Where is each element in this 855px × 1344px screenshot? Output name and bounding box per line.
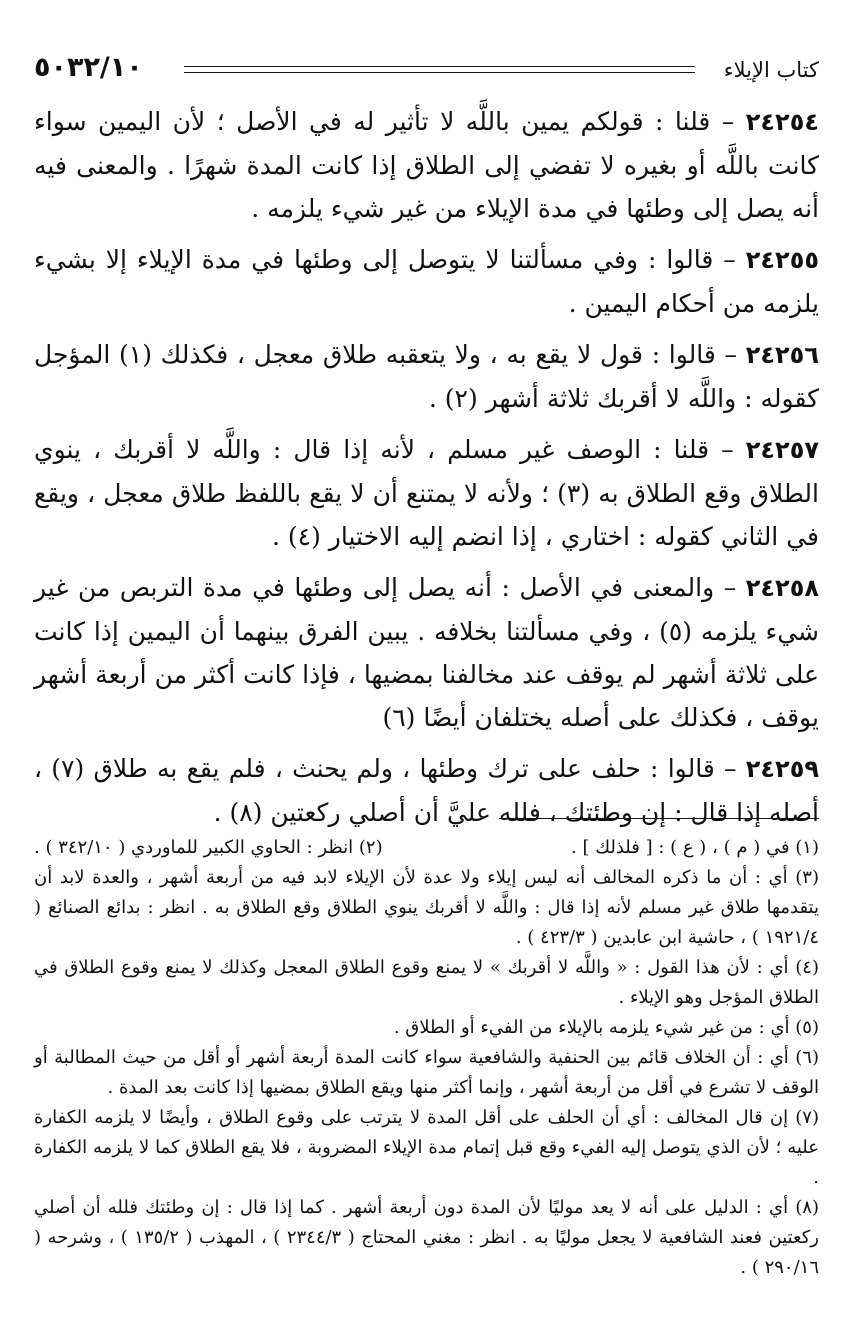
footnote-8: (٨) أي : الدليل على أنه لا يعد موليًا لأن المدة دون أربعة أشهر . كما إذا قال : إن وطئتك فلله أن أصلي ركعتين فعند الشافعية لا يجعل موليًا به . انظر : مغني المحتاج ( ٢٣٤٤/٣ ) ، المهذب ( ١٣٥/٢ ) ، وشرحه ( ٢٩٠/١٦ ) .: [34, 1197, 819, 1278]
paragraph-text: – والمعنى في الأصل : أنه يصل إلى وطئها في مدة التربص من غير شيء يلزمه (٥) ، وفي مسألتنا بخلافه . يبين الفرق بينهما أن اليمين إذا كانت على ثلاثة أشهر لم يوقف عند مخالفنا بمضيها ، فإذا كانت أكثر من أربعة أشهر يوقف ، فكذلك على أصله يختلفان أيضًا (٦): [34, 573, 819, 732]
paragraph-number: ٢٤٢٥٦: [745, 341, 819, 369]
paragraph-number: ٢٤٢٥٧: [745, 436, 819, 464]
paragraph-text: – قلنا : الوصف غير مسلم ، لأنه إذا قال : واللَّه لا أقربك ، ينوي الطلاق وقع الطلاق به (٣) ؛ ولأنه لا يمتنع أن لا يقع باللفظ طلاق معجل ، ويقع في الثاني كقوله : اختاري ، إذا انضم إليه الاختيار (٤) .: [34, 435, 819, 551]
footnote-5: (٥) أي : من غير شيء يلزمه بالإيلاء من الفيء أو الطلاق .: [393, 1017, 819, 1038]
paragraph-text: – قالوا : وفي مسألتنا لا يتوصل إلى وطئها في مدة الإيلاء إلا بشيء يلزمه من أحكام اليمين .: [34, 245, 819, 318]
page-number: ٥٠٣٢/١٠: [34, 52, 143, 83]
paragraph: [34, 333, 819, 420]
main-text: [34, 100, 819, 842]
paragraph: [34, 100, 819, 230]
footnote-7: (٧) إن قال المخالف : أي أن الحلف على أقل المدة لا يترتب على وقوع الطلاق ، وأيضًا لا يلزمه الكفارة عليه ؛ لأن الذي يتوصل إليه الفيء وقع قبل إتمام مدة الإيلاء المضروبة ، فلا يقع الطلاق كما لا يلزمه الكفارة .: [34, 1107, 819, 1188]
paragraph-number: ٢٤٢٥٤: [745, 108, 819, 136]
paragraph-number: ٢٤٢٥٨: [745, 574, 819, 602]
footnote-1: (١) في ( م ) ، ( ع ) : [ فلذلك ] .: [571, 837, 819, 858]
footnote-4: (٤) أي : لأن هذا القول : « واللَّه لا أقربك » لا يمنع وقوع الطلاق المعجل وكذلك لا يمنع وقوع الطلاق في الطلاق المؤجل وهو الإيلاء .: [34, 957, 819, 1008]
paragraph-number: ٢٤٢٥٩: [745, 755, 819, 783]
paragraph-text: – قالوا : حلف على ترك وطئها ، ولم يحنث ، فلم يقع به طلاق (٧) ، أصله إذا قال : إن وطئتك ، فلله عليَّ أن أصلي ركعتين (٨) .: [34, 754, 819, 827]
footnote-6: (٦) أي : أن الخلاف قائم بين الحنفية والشافعية سواء كانت المدة أربعة أشهر أو أقل من حيث المطالبة أو الوقف لا تشرع في أقل من أربعة أشهر ، وإنما أكثر منها ويقع الطلاق بمضيها إذا كانت بعد المدة .: [34, 1047, 819, 1098]
footnote-separator: [499, 818, 819, 819]
paragraph: [34, 428, 819, 558]
paragraph: [34, 238, 819, 325]
paragraph-number: ٢٤٢٥٥: [745, 246, 819, 274]
page-header: [34, 52, 819, 92]
footnotes: [34, 833, 819, 1283]
footnote-row: [34, 833, 819, 863]
book-title: كتاب الإيلاء: [723, 58, 819, 82]
paragraph: [34, 747, 819, 834]
paragraph: [34, 566, 819, 739]
header-rule: [184, 66, 695, 73]
footnote-3: (٣) أي : أن ما ذكره المخالف أنه ليس إيلاء ولا عدة لأن الإيلاء لابد فيه من أربعة أشهر ، والعدة لابد أن يتقدمها طلاق غير مسلم لأنه إذا قال : واللَّه لا أقربك ينوي الطلاق وقع الطلاق به . انظر : بدائع الصنائع ( ١٩٢١/٤ ) ، حاشية ابن عابدين ( ٤٢٣/٣ ) .: [34, 867, 819, 948]
paragraph-text: – قالوا : قول لا يقع به ، ولا يتعقبه طلاق معجل ، فكذلك (١) المؤجل كقوله : واللَّه لا أقربك ثلاثة أشهر (٢) .: [34, 340, 819, 413]
footnote-2: (٢) انظر : الحاوي الكبير للماوردي ( ٣٤٢/١٠ ) .: [34, 837, 383, 858]
paragraph-text: – قلنا : قولكم يمين باللَّه لا تأثير له في الأصل ؛ لأن اليمين سواء كانت باللَّه أو بغيره لا تفضي إلى الطلاق إذا كانت المدة شهرًا . والمعنى فيه أنه يصل إلى وطئها في مدة الإيلاء من غير شيء يلزمه .: [34, 107, 819, 223]
